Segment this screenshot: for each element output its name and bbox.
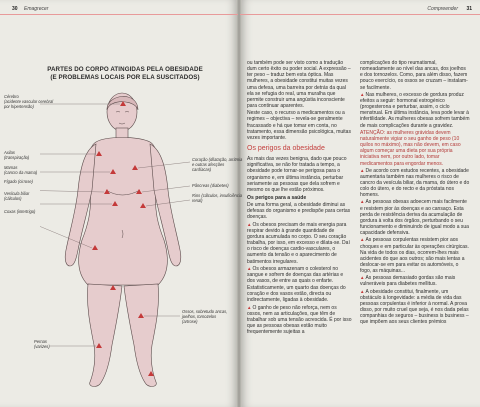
text-column-2	[360, 60, 470, 327]
text-column-1	[247, 60, 352, 336]
label-bones: Ossos, sobretudo ancas, joelhos, tornozelos (artrose)	[182, 309, 228, 324]
label-thighs: Coxas (intertrigo)	[4, 209, 36, 214]
left-leg-shape	[87, 284, 122, 386]
triangle-bullet-icon: ▲	[360, 237, 365, 243]
triangle-bullet-icon: ▲	[360, 167, 365, 173]
label-kidneys: Rins (cálculos, insuficiência renal)	[192, 193, 243, 203]
paragraph: As mais das vezes benigna, dado que pouco significativa, se não for tratada a tempo, a obesidade pode tornar-se perigosa para o organismo e, em última instância, perturbar seriamente as pessoas que dela sofrem e mesmo os que lhe estão próximos.	[247, 156, 347, 193]
triangle-bullet-icon: ▲	[247, 304, 252, 310]
right-running-head	[240, 6, 480, 15]
label-pancreas: Pâncreas (diabetes)	[192, 183, 229, 188]
bullet-paragraph: ▲Os obesos precisam de mais energia para respirar devido à grande quantidade de gordura acumulada no corpo. O seu coração trabalha, por isso, em excesso e dilata-se. Daí o risco de doenças cardio-vasculares, o aumento da tensão e o aparecimento de batimentos irregulares.	[247, 221, 350, 265]
section-heading: Os perigos da obesidade	[247, 145, 325, 153]
label-legs: Pernas (varizes)	[34, 339, 50, 349]
bullet-paragraph: ▲Os obesos armazenam o colesterol no sangue e sofrem de doenças das artérias e dos vasos, de entre as quais o enfarte.	[247, 265, 344, 284]
paragraph: ou também pode ser visto como a tradução dum certo êxito ou poder social. A expressão – ter peso – traduz bem esta óptica. Mas mulheres, a obesidade constitui muitas vezes uma defesa, uma barreira por detrás da qual ela se refugia do real, uma muralha que permite construir uma angústia inconsciente para continuar aparentes.	[247, 60, 351, 110]
label-armpits: Axilas (transpiração)	[4, 150, 30, 160]
bullet-paragraph: ▲As pessoas demasiado gordas são mais vulneráveis para diabetes mellitus.	[360, 275, 456, 288]
label-brain: Cérebro (acidente vascular cerebral por hipertensão)	[4, 94, 54, 109]
triangle-bullet-icon: ▲	[360, 288, 365, 294]
running-title-left: Emagrecer	[24, 6, 49, 12]
triangle-bullet-icon: ▲	[360, 275, 365, 281]
paragraph: Neste caso, o recurso a medicamentos ou a regimes – objectiva – revela-se geralmente fracassado e há que tomar em conta, no tratamento, essa dimensão psicológica, muitas vezes importante.	[247, 110, 351, 141]
body-silhouette-illustration	[40, 90, 220, 390]
label-gallbladder: Vesícula biliar (cálculos)	[4, 191, 30, 201]
page-number-right: 31	[466, 6, 472, 12]
bullet-paragraph: ▲As pessoas corpulentas resistem pior aos choques e em particular às operações cirúrgicas. Na vida de todos os dias, ocorrem-lhes mais acidentes do que aos outros; são mais lentas a deslocar-se em para evitar os automóveis, o fogo, as máquinas...	[360, 237, 469, 275]
bullet-paragraph: ▲O ganho de peso não reforça, nem os ossos, nem as articulações, que têm de trabalhar sob uma tensão acrescida. É por isso que as pessoas obesas estão muito frequentemente sujeitas a	[247, 304, 352, 336]
triangle-bullet-icon: ▲	[360, 91, 365, 97]
triangle-bullet-icon: ▲	[360, 199, 365, 205]
bullet-paragraph: ▲A obesidade constitui, finalmente, um obstáculo à longevidade: a média de vida das pessoas corpulentas é inferior à normal. A prova disso, por muito cruel que seja, é nos dada pelas companhias de seguros – business is business – que impõem aos seus clientes prémios	[360, 288, 469, 326]
paragraph: complicações do tipo reumatismal, nomeadamente ao nível das ancas, dos joelhos e dos tornozelos. Como, para além disso, fazem pouco exercício, os ossos se cruzam – instalam-se facilmente.	[360, 60, 468, 91]
figure-title	[30, 66, 220, 81]
figure-title-line2: (E PROBLEMAS LOCAIS POR ELA SUSCITADOS)	[50, 73, 200, 81]
running-title-right: Compreender	[427, 6, 458, 12]
page-number-left: 30	[12, 6, 18, 12]
right-leg-shape	[124, 284, 159, 386]
figure-title-line1: PARTES DO CORPO ATINGIDAS PELA OBESIDADE	[47, 66, 203, 73]
paragraph: Estatisticamente, um quarto das doenças do coração e dos vasos estão, directa ou indirectamente, ligadas à obesidade.	[247, 285, 346, 304]
paragraph: De uma forma geral, a obesidade diminui as defesas do organismo e predispõe para certas doenças.	[247, 202, 351, 221]
label-liver: Fígado (cirrose)	[4, 179, 33, 184]
bullet-paragraph: ▲Nas mulheres, o excesso de gordura produz efeitos a seguir: hormonal estrogénico (progesterona e perturbar, assim, o ciclo menstrual. Em última instância, leva pode levar à infertilidade. As mulheres obesas sofrem também de mais complicações durante a gravidez.	[360, 91, 470, 129]
bullet-paragraph: ▲De acordo com estudos recentes, a obesidade aumentaria também nas mulheres o risco de cancro da vesícula biliar, da mama, do útero e do colo do útero, e do recto e da próstata nos homens.	[360, 167, 470, 199]
triangle-bullet-icon: ▲	[247, 221, 252, 227]
bullet-paragraph: ▲As pessoas obesas adoecem mais facilmente e resistem pior às doenças e ao cansaço. Esta perda de resistência deriva da acumulação de gordura à volta dos órgãos, perturbando o seu funcionamento e diminuindo de igual modo a sua capacidade defensiva.	[360, 199, 469, 237]
warning-paragraph: ATENÇÃO: as mulheres grávidas devem naturalmente vigiar o seu ganho de peso (10 quilos no máximo), mas não devem, em caso algum começar uma dieta por sua própria iniciativa nem, por outro lado, tomar medicamentos para engordar menos.	[360, 129, 461, 167]
label-breasts: Mamas (cancro da mama)	[4, 165, 38, 175]
label-heart: Coração (dilatação, arritmia e outras afecções cardíacas)	[192, 157, 243, 172]
triangle-bullet-icon: ▲	[247, 265, 252, 271]
subsection-heading: Os perigos para a saúde	[247, 194, 307, 201]
left-running-head	[0, 6, 238, 15]
